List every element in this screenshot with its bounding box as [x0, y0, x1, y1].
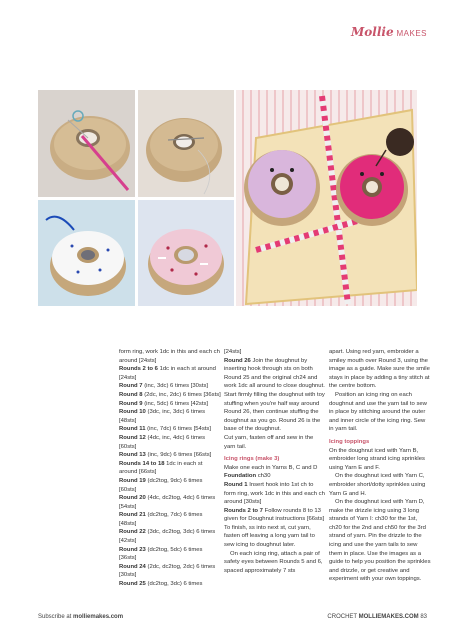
topping-c-text: On the doughnut iced with Yarn C, embroider short/dotty sprinkles using Yarn G and H.	[329, 473, 426, 497]
round-line: Round 20 (4dc, dc2tog, 4dc) 6 times [54sts]	[119, 495, 216, 510]
column-3	[329, 348, 431, 584]
round-line: Round 9 (inc, 5dc) 6 times [42sts]	[119, 400, 209, 407]
round-line: Round 22 (3dc, dc2tog, 3dc) 6 times [42sts]	[119, 529, 216, 545]
subscribe-link[interactable]: molliemakes.com	[73, 614, 124, 620]
position-text: Position an icing ring on each doughnut and use the yarn tail to sew in place by stitching around the outer and inner circle of the icing ring. Sew in yarn tail.	[329, 391, 427, 433]
photo-doughnut-iced-white	[38, 200, 135, 306]
round-line: Round 11 (inc, 7dc) 6 times [54sts]	[119, 426, 211, 433]
round-line: Round 12 (4dc, inc, 4dc) 6 times [60sts]	[119, 434, 206, 450]
round-line: Rounds 14 to 18 1dc in each st around [66sts]	[119, 460, 203, 476]
footer-page-info: CROCHET MOLLIEMAKES.COM 83	[327, 614, 427, 620]
topping-d-text: On the doughnut iced with Yarn D, make the drizzle icing using 3 long strands of Yarn I: ch30 for the 1st, ch20 for the 2nd and ch50 for the 3rd strand of yarn. Pin the drizzle to the icing and use the yarn tails to sew them in place. Use the images as a guide to help you position the sprinkles and drizzle, or get creative and experiment with your own toppings.	[329, 499, 431, 583]
round-line: Rounds 2 to 6 1dc in each st around [24sts]	[119, 366, 216, 381]
round-line: Round 13 (inc, 9dc) 6 times [66sts]	[119, 452, 212, 459]
round-line: Round 21 (dc2tog, 7dc) 6 times [48sts]	[119, 512, 203, 527]
round-line: Round 19 (dc2tog, 9dc) 6 times [60sts]	[119, 477, 203, 493]
mouth-text: apart. Using red yarn, embroider a smiley mouth over Round 3, using the image as a guide. Make sure the smile stays in place by adding a tiny stitch at the centre bottom.	[329, 349, 430, 390]
stitch-count: [24sts]	[224, 349, 242, 355]
site-link[interactable]: MOLLIEMAKES.COM	[358, 614, 419, 620]
icing-rings-heading: Icing rings (make 3)	[224, 456, 280, 463]
eyes-text: On each icing ring, attach a pair of safety eyes between Rounds 5 and 6, spaced approximately 7 sts	[224, 550, 323, 574]
round-1: Round 1 Insert hook into 1st ch to form ring, work 1dc in this and each ch around [30sts]	[224, 481, 325, 506]
brand-script: Mollie	[351, 25, 394, 39]
rounds-2-to-7: Rounds 2 to 7 Follow rounds 8 to 13 given for Doughnut instructions [66sts]	[224, 507, 325, 523]
brand-logo	[351, 25, 427, 39]
foundation-line: Foundation ch30	[224, 473, 271, 480]
topping-b-text: On the doughnut iced with Yarn B, embroider long strand icing sprinkles using Yarn E and F.	[329, 447, 425, 471]
finish-text: To finish, ss into next st, cut yarn, fasten off leaving a long yarn tail to sew icing to doughnut later.	[224, 524, 315, 549]
round-line: form ring, work 1dc in this and each ch around [24sts]	[119, 349, 220, 364]
photo-finished-doughnuts	[236, 90, 417, 306]
footer-subscribe: Subscribe at molliemakes.com	[38, 614, 124, 620]
round-line: Round 8 (2dc, inc, 2dc) 6 times [36sts]	[119, 391, 221, 398]
column-2	[224, 348, 326, 575]
photo-doughnut-sewing	[38, 90, 135, 197]
round-line: Round 10 (3dc, inc, 3dc) 6 times [48sts]	[119, 409, 206, 424]
round-line: Round 25 (dc2tog, 3dc) 6 times	[119, 581, 203, 588]
photo-doughnut-iced-pink	[138, 200, 234, 306]
page-number: 83	[420, 614, 427, 620]
icing-intro: Make one each in Yarns B, C and D	[224, 464, 318, 471]
column-1	[119, 348, 221, 589]
round-line: Round 23 (dc2tog, 5dc) 6 times [36sts]	[119, 546, 203, 562]
brand-small: MAKES	[396, 29, 427, 38]
round-line: Round 24 (2dc, dc2tog, 2dc) 6 times [30sts]	[119, 563, 216, 579]
round-line: Round 7 (inc, 3dc) 6 times [30sts]	[119, 383, 209, 390]
icing-toppings-heading: Icing toppings	[329, 438, 370, 445]
photo-doughnut-closing	[138, 90, 234, 197]
round-26: Round 26 Join the doughnut by inserting hook through sts on both Round 25 and the original ch24 and work 1dc all around to close doughnut. Start firmly filling the doughnut with toy stuffing when you're half way around Round 26, then continue stuffing the doughnut as you go. Round 26 is the base of the doughnut.	[224, 357, 325, 433]
fasten-off-text: Cut yarn, fasten off and sew in the yarn tail.	[224, 434, 314, 450]
